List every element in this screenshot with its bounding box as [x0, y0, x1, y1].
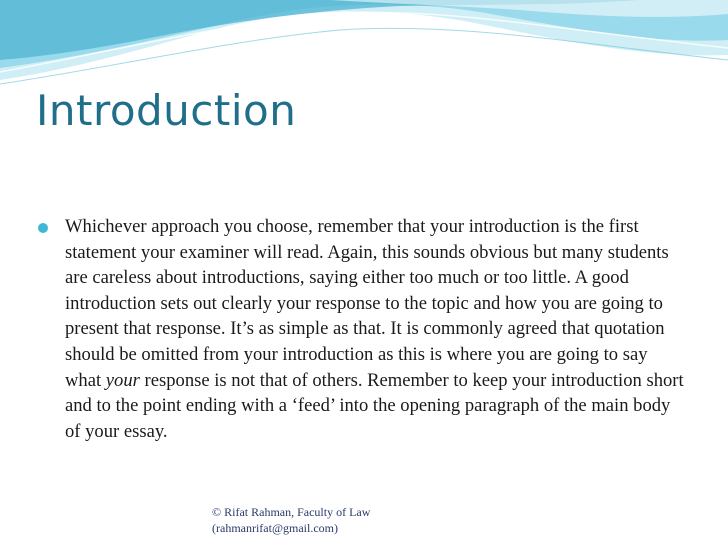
bullet-text-part-2: response is not that of others. Remember to keep your introduction short and to the point ending with a ‘feed’ into the opening paragraph of the main body of your essay.: [65, 369, 684, 442]
slide-content: [38, 214, 688, 444]
bullet-text: [65, 214, 688, 444]
header-wave-decoration: [0, 0, 728, 90]
footer-credit: [212, 504, 370, 536]
footer-line-2: (rahmanrifat@gmail.com): [212, 521, 338, 535]
slide-title: Introduction: [36, 86, 297, 135]
bullet-text-part-1: Whichever approach you choose, remember that your introduction is the first statement your examiner will read. Again, this sounds obvious but many students are careless about introductions, saying either too much or too little. A good introduction sets out clearly your response to the topic and how you are going to present that response. It’s as simple as that. It is commonly agreed that quotation should be omitted from your introduction as this is where you are going to say what: [65, 216, 669, 391]
footer-line-1: © Rifat Rahman, Faculty of Law: [212, 505, 371, 519]
bullet-item: [38, 214, 688, 444]
bullet-text-emphasis: your: [105, 369, 140, 391]
bullet-icon: [38, 223, 48, 233]
